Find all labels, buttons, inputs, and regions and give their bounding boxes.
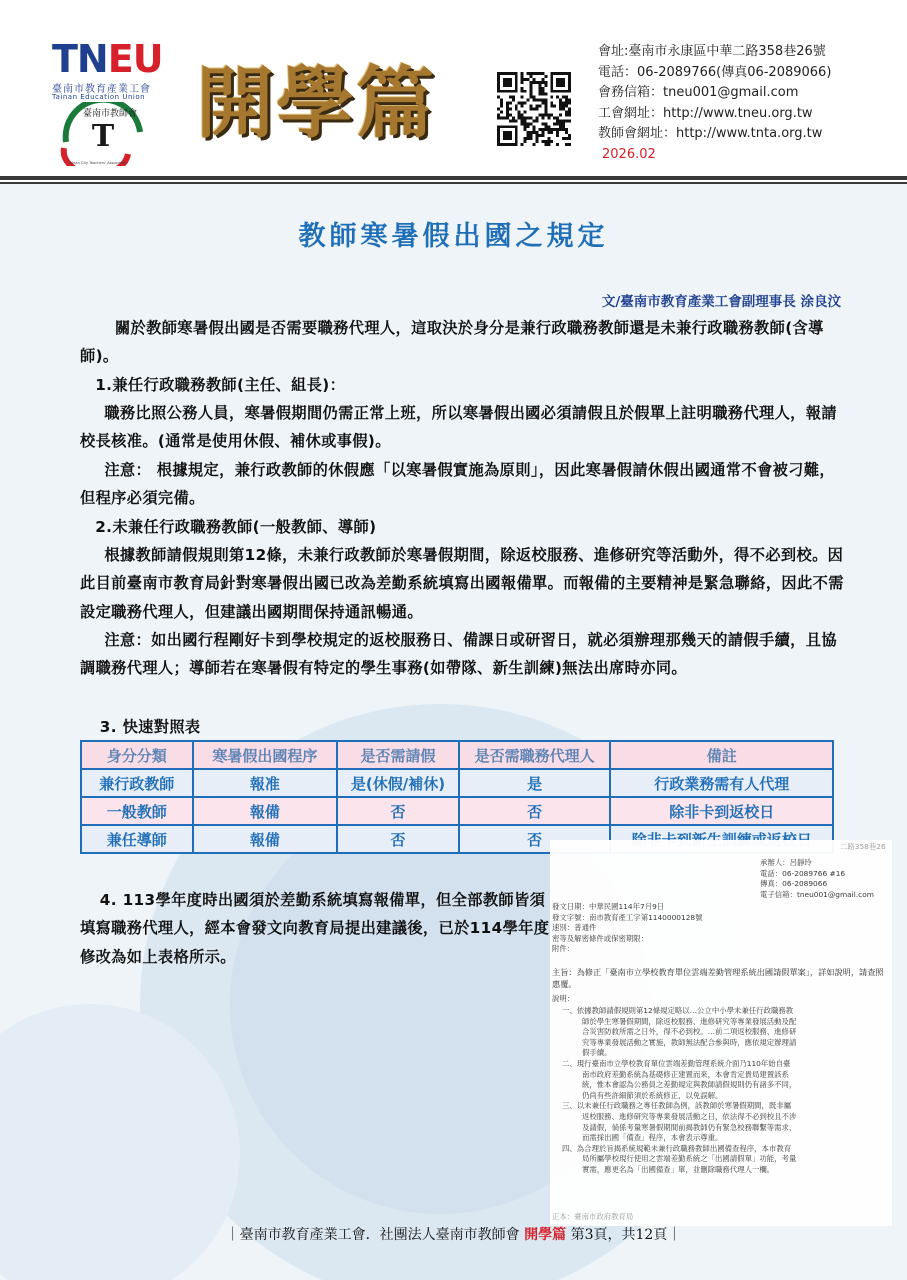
page-header bbox=[0, 0, 907, 184]
scan-contact-line: 電話：06-2089766 #16 bbox=[760, 868, 846, 878]
scan-contact-line: 電子信箱：tneu001@gmail.com bbox=[760, 889, 874, 899]
table-cell: 否 bbox=[337, 797, 459, 825]
table-cell: 報備 bbox=[193, 797, 338, 825]
table-header-cell: 寒暑假出國程序 bbox=[193, 741, 338, 769]
paragraph-nonadmin-rule: 根據教師請假規則第12條，未兼行政教師於寒暑假期間，除返校服務、進修研究等活動外，得不必到校。因此目前臺南市教育局針對寒暑假出國已改為差勤系統填寫出國報備單。而報備的主要精神是緊急聯絡，因此不需設定職務代理人，但建議出國期間保持通訊暢通。 bbox=[80, 546, 844, 621]
table-header-cell: 是否需職務代理人 bbox=[459, 741, 611, 769]
scan-item-line: 師於學生寒暑假期間，除返校服務、進修研究等專業發展活動及配 bbox=[582, 1016, 797, 1026]
tnta-logo-name: 臺南市教師會 bbox=[82, 109, 138, 119]
scan-item-line: 局所屬學校現行使用之雲端差勤系統之「出國請假單」功能，考量 bbox=[582, 1154, 797, 1164]
scan-item-line: 假手續。 bbox=[582, 1048, 612, 1058]
scan-contact-line: 傳真：06-2089066 bbox=[760, 879, 828, 889]
table-cell: 報備 bbox=[193, 825, 338, 853]
logo-name-cn: 臺南市教育產業工會 bbox=[52, 84, 151, 95]
scan-meta-line: 速別：普通件 bbox=[552, 923, 597, 933]
issue-date: 2026.02 bbox=[602, 146, 656, 162]
scan-item-line: 合災害防救所需之日外，得不必到校。…前二項返校服務、進修研 bbox=[582, 1027, 797, 1037]
logo-abbr-main: TN bbox=[52, 37, 108, 81]
scan-item-line: 四、為合理於旨揭系統規範未兼行政職務教師出國備查程序，本市教育 bbox=[562, 1143, 792, 1153]
paragraph-admin-note: 注意： 根據規定，兼行政教師的休假應「以寒暑假實施為原則」，因此寒暑假請休假出國通常不會被刁難，但程序必須完備。 bbox=[80, 461, 836, 508]
logo-name-en: Tainan Education Union bbox=[52, 93, 146, 101]
footer-page-number: 第3頁，共12頁｜ bbox=[566, 1227, 682, 1243]
scanned-official-letter bbox=[550, 840, 892, 1226]
tnta-logo-en: Tainan City Teachers' Association bbox=[68, 161, 128, 165]
footer-section: 開學篇 bbox=[524, 1227, 567, 1243]
paragraph-intro: 關於教師寒暑假出國是否需要職務代理人，這取決於身分是兼行政職務教師還是未兼行政職務教師(含導師)。 bbox=[80, 319, 824, 366]
table-cell: 兼任導師 bbox=[81, 825, 193, 853]
contact-address: 會址:臺南市永康區中華二路358巷26號 bbox=[598, 44, 826, 59]
scan-item-line: 南市政府差勤系統為基礎修正建置而來，本會肯定貴局建置該系 bbox=[582, 1069, 789, 1079]
quick-reference-table bbox=[80, 740, 834, 854]
table-cell: 行政業務需有人代理 bbox=[610, 769, 833, 797]
scan-meta-line: 發文字號：南市教育產工字第1140000128號 bbox=[552, 912, 703, 922]
table-cell: 報准 bbox=[193, 769, 338, 797]
table-header-cell: 備註 bbox=[610, 741, 833, 769]
scan-explain-list bbox=[562, 1006, 796, 1176]
table-row bbox=[81, 797, 833, 825]
heading-nonadmin-teachers: 2.未兼任行政職務教師(一般教師、導師) bbox=[95, 518, 377, 536]
svg-text:T: T bbox=[91, 119, 115, 154]
article-byline: 文/臺南市教育產業工會副理事長 涂良汶 bbox=[601, 294, 841, 310]
table-cell: 除非卡到返校日 bbox=[610, 797, 833, 825]
scan-item-line: 二、現行臺南市立學校教育單位雲端差勤管理系統介面乃110年始自臺 bbox=[562, 1058, 791, 1068]
scan-contact-line: 承辦人：呂靜玲 bbox=[760, 858, 812, 867]
scan-item-line: 返校服務、進修研究等專業發展活動之日，依法得不必到校且不涉 bbox=[582, 1111, 797, 1121]
contact-block bbox=[598, 42, 898, 165]
table-row bbox=[81, 769, 833, 797]
scan-item-line: 而需採出國「備查」程序，本會表示尊重。 bbox=[582, 1133, 723, 1143]
scan-item-line: 統，惟本會認為公務員之差勤規定與教師請假規則仍有諸多不同， bbox=[582, 1080, 797, 1090]
scan-bottom-line: 正本：臺南市政府教育局 bbox=[552, 1212, 634, 1221]
scan-item-line: 三、以未兼任行政職務之專任教師為例，該教師於寒暑假期間，既非屬 bbox=[562, 1101, 792, 1111]
logo-abbr-accent: EU bbox=[107, 37, 163, 81]
contact-phone: 電話：06-2089766(傳真06-2089066) bbox=[598, 64, 832, 80]
scan-meta-line: 發文日期：中華民國114年7月9日 bbox=[552, 902, 665, 911]
page-footer bbox=[0, 1224, 907, 1244]
contact-email[interactable]: 會務信箱：tneu001@gmail.com bbox=[598, 85, 799, 100]
scan-item-line: 及請假，倘係考量寒暑假期間前揭教師仍有緊急校務聯繫等需求， bbox=[582, 1122, 797, 1132]
footer-org: ｜臺南市教育產業工會．社團法人臺南市教師會 bbox=[225, 1227, 525, 1243]
contact-union-site[interactable]: 工會網址：http://www.tneu.org.tw bbox=[598, 105, 813, 121]
contact-tnta-site[interactable]: 教師會網址：http://www.tnta.org.tw bbox=[598, 126, 823, 141]
table-cell: 兼行政教師 bbox=[81, 769, 193, 797]
qr-code-icon[interactable] bbox=[497, 72, 571, 146]
table-cell: 是 bbox=[459, 769, 611, 797]
scan-meta-line: 附件： bbox=[552, 944, 575, 954]
heading-admin-teachers: 1.兼任行政職務教師(主任、組長)： bbox=[95, 376, 346, 394]
section-title: 開學篇 bbox=[196, 58, 437, 149]
table-header-row bbox=[81, 741, 833, 769]
scan-side-text: 二路358巷26 bbox=[840, 842, 886, 851]
table-cell: 是(休假/補休) bbox=[337, 769, 459, 797]
paragraph-revision: 4. 113學年度時出國須於差勤系統填寫報備單，但全部教師皆須填寫職務代理人，經本會發文向教育局提出建議後，已於114學年度修改為如上表格所示。 bbox=[80, 891, 550, 966]
table-cell: 否 bbox=[459, 825, 611, 853]
paragraph-admin-rule: 職務比照公務人員，寒暑假期間仍需正常上班，所以寒暑假出國必須請假且於假單上註明職務代理人，報請校長核准。(通常是使用休假、補休或事假)。 bbox=[80, 404, 837, 451]
table-cell: 否 bbox=[459, 797, 611, 825]
scan-item-line: 究等專業發展活動之實施，教師無法配合參與時，應依規定辦理請 bbox=[582, 1037, 797, 1047]
tnta-logo-icon bbox=[58, 102, 148, 166]
scan-contact bbox=[760, 858, 874, 900]
scan-explain-label: 說明： bbox=[552, 994, 575, 1003]
tneu-logo bbox=[52, 37, 163, 81]
scan-meta bbox=[552, 902, 703, 955]
scan-item-line: 實需，應更名為「出國備查」單，並刪除職務代理人一欄。 bbox=[582, 1164, 775, 1174]
scan-subject: 主旨：為修正「臺南市立學校教育單位雲端差勤管理系統出國請假單案」，詳如說明，請查照惠覆。 bbox=[552, 967, 884, 989]
table-cell: 一般教師 bbox=[81, 797, 193, 825]
heading-quick-table: 3. 快速對照表 bbox=[99, 718, 201, 736]
table-cell: 否 bbox=[337, 825, 459, 853]
scan-item-line: 仍尚有些許細節須於系統修正，以免誤解。 bbox=[582, 1090, 723, 1100]
scan-item-line: 一、依據教師請假規則第12條規定略以…公立中小學未兼任行政職務教 bbox=[562, 1006, 794, 1015]
table-header-cell: 身分分類 bbox=[81, 741, 193, 769]
header-divider bbox=[0, 176, 907, 180]
paragraph-nonadmin-note: 注意：如出國行程剛好卡到學校規定的返校服務日、備課日或研習日，就必須辦理那幾天的請假手續，且協調職務代理人；導師若在寒暑假有特定的學生事務(如帶隊、新生訓練)無法出席時亦同。 bbox=[80, 631, 837, 678]
article-title: 教師寒暑假出國之規定 bbox=[298, 221, 609, 252]
table-header-cell: 是否需請假 bbox=[337, 741, 459, 769]
scan-meta-line: 密等及解密條件或保密期限： bbox=[552, 933, 649, 943]
